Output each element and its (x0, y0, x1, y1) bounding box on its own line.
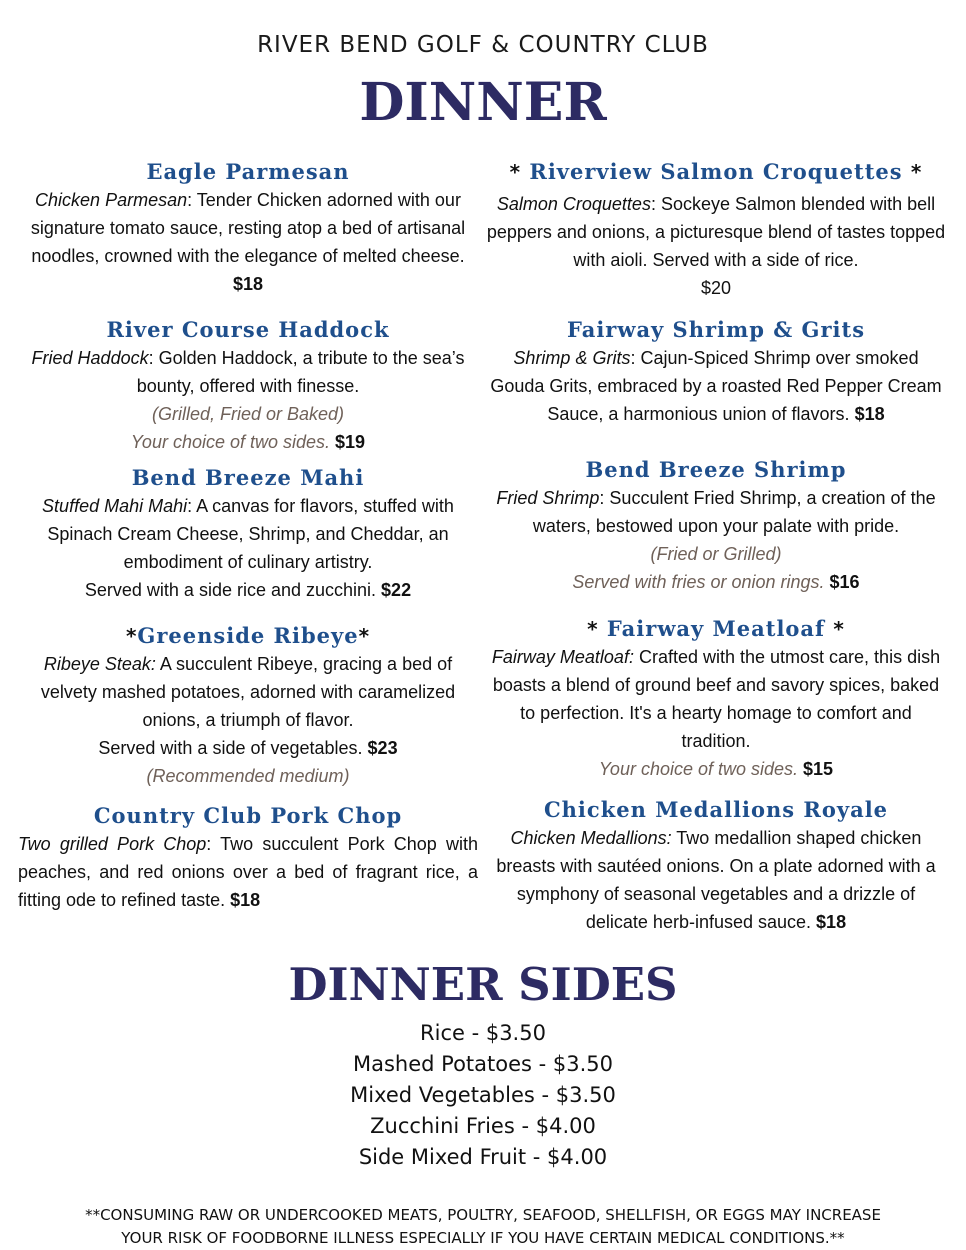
item-price: $18 (230, 890, 261, 910)
item-note: Served with fries or onion rings. (572, 572, 830, 592)
raw-warning-asterisk: * (833, 617, 845, 641)
club-name: RIVER BEND GOLF & COUNTRY CLUB (257, 32, 709, 58)
menu-item-riverview-salmon-croquettes (484, 158, 948, 302)
menu-item-bend-breeze-shrimp (484, 456, 948, 596)
warning-line: **CONSUMING RAW OR UNDERCOOKED MEATS, POULTRY, SEAFOOD, SHELLFISH, OR EGGS MAY INCREASE (85, 1206, 881, 1224)
sides-list (0, 1018, 966, 1173)
item-description (18, 492, 478, 576)
item-lead: Two grilled Pork Chop (18, 834, 207, 854)
item-lead: Fried Shrimp (496, 488, 600, 508)
item-note: (Fried or Grilled) (650, 544, 782, 564)
item-description (18, 830, 478, 914)
menu-title: DINNER (359, 72, 607, 133)
warning-line: YOUR RISK OF FOODBORNE ILLNESS ESPECIALLY IF YOU HAVE CERTAIN MEDICAL CONDITIONS.** (121, 1229, 845, 1247)
item-description (18, 650, 478, 734)
item-price: $22 (381, 580, 412, 600)
item-text: : A canvas for flavors, stuffed with Spinach Cream Cheese, Shrimp, and Cheddar, an embodiment of culinary artistry. (47, 496, 454, 572)
item-text: : Succulent Fried Shrimp, a creation of the waters, bestowed upon your palate with pride. (532, 488, 936, 536)
item-description (484, 643, 948, 755)
item-name-row (484, 615, 948, 643)
item-served-line (18, 734, 478, 762)
item-lead: Fried Haddock (31, 348, 149, 368)
item-text: : Golden Haddock, a tribute to the sea’s bounty, offered with finesse. (136, 348, 465, 396)
item-sides-line (484, 755, 948, 783)
item-text: : Two succulent Pork Chop with peaches, and red onions over a bed of fragrant rice, a fitting ode to refined taste. (18, 834, 478, 910)
menu-item-greenside-ribeye (18, 622, 478, 790)
menu-item-eagle-parmesan (18, 158, 478, 298)
item-name-row (18, 622, 478, 650)
item-text: : Cajun-Spiced Shrimp over smoked Gouda Grits, embraced by a roasted Red Pepper Cream Sauce, a harmonious union of flavors. (490, 348, 942, 424)
item-price: $20 (700, 278, 732, 298)
raw-warning-asterisk: * (358, 624, 371, 648)
item-text: : Sockeye Salmon blended with bell peppers and onions, a picturesque blend of tastes topped with aioli. Served with a side of rice. (486, 194, 946, 270)
item-description (484, 190, 948, 274)
item-text: Two medallion shaped chicken breasts with sautéed onions. On a plate adorned with a symphony of seasonal vegetables and a drizzle of delicate herb-infused sauce. (496, 828, 936, 932)
item-description (484, 824, 948, 936)
item-lead: Chicken Medallions: (510, 828, 672, 848)
item-name: Chicken Medallions Royale (543, 797, 889, 822)
raw-warning-asterisk: * (509, 160, 522, 184)
raw-warning-asterisk: * (587, 617, 599, 641)
item-text: Crafted with the utmost care, this dish boasts a blend of ground beef and savory spices, baked to perfection. It's a hearty homage to comfort and tradition. (492, 647, 941, 751)
side-item: Zucchini Fries - $4.00 (370, 1114, 596, 1138)
side-item: Mixed Vegetables - $3.50 (350, 1083, 616, 1107)
food-safety-warning (0, 1204, 966, 1250)
item-name: Fairway Shrimp & Grits (566, 317, 866, 342)
item-name-row (484, 158, 948, 186)
item-sides-line (484, 568, 948, 596)
item-name: Bend Breeze Mahi (131, 465, 365, 490)
item-name: Fairway Meatloaf (606, 616, 826, 641)
side-item: Side Mixed Fruit - $4.00 (358, 1145, 608, 1169)
item-text: Served with a side of vegetables. (98, 738, 368, 758)
item-name: Riverview Salmon Croquettes (529, 159, 903, 184)
menu-item-chicken-medallions-royale (484, 796, 948, 936)
item-price: $15 (803, 759, 834, 779)
item-lead: Stuffed Mahi Mahi (42, 496, 188, 516)
item-price: $18 (854, 404, 885, 424)
side-item: Rice - $3.50 (420, 1021, 546, 1045)
item-price: $18 (232, 274, 264, 294)
item-price: $23 (367, 738, 398, 758)
item-name: Greenside Ribeye (137, 623, 359, 648)
item-lead: Ribeye Steak: (43, 654, 156, 674)
menu-item-fairway-shrimp-grits (484, 316, 948, 428)
item-text: A succulent Ribeye, gracing a bed of velvety mashed potatoes, adorned with caramelized onions, a triumph of flavor. (40, 654, 456, 730)
item-lead: Chicken Parmesan (35, 190, 188, 210)
raw-warning-asterisk: * (910, 160, 923, 184)
menu-item-river-course-haddock (18, 316, 478, 456)
item-note: Your choice of two sides. (130, 432, 336, 452)
item-sides-line (18, 428, 478, 456)
item-name: Eagle Parmesan (146, 159, 350, 184)
item-note: Your choice of two sides. (598, 759, 804, 779)
item-price: $19 (335, 432, 366, 452)
side-item: Mashed Potatoes - $3.50 (352, 1052, 614, 1076)
item-served-line (18, 576, 478, 604)
raw-warning-asterisk: * (125, 624, 138, 648)
menu-item-country-club-pork-chop (18, 802, 478, 914)
item-note: (Recommended medium) (146, 766, 350, 786)
item-name: Country Club Pork Chop (93, 803, 403, 828)
item-note: (Grilled, Fried or Baked) (151, 404, 345, 424)
item-description (484, 344, 948, 428)
item-description (18, 344, 478, 400)
item-text: : Tender Chicken adorned with our signature tomato sauce, resting atop a bed of artisanal noodles, crowned with the elegance of melted cheese. (30, 190, 466, 266)
sides-title: DINNER SIDES (288, 958, 678, 1011)
item-lead: Shrimp & Grits (513, 348, 631, 368)
item-description (484, 484, 948, 540)
menu-item-bend-breeze-mahi (18, 464, 478, 604)
item-lead: Salmon Croquettes (496, 194, 651, 214)
item-price: $18 (816, 912, 847, 932)
item-price: $16 (829, 572, 860, 592)
menu-item-fairway-meatloaf (484, 615, 948, 783)
item-text: Served with a side rice and zucchini. (84, 580, 382, 600)
item-lead: Fairway Meatloaf: (491, 647, 634, 667)
item-description (18, 186, 478, 298)
item-name: River Course Haddock (106, 317, 390, 342)
item-name: Bend Breeze Shrimp (585, 457, 847, 482)
